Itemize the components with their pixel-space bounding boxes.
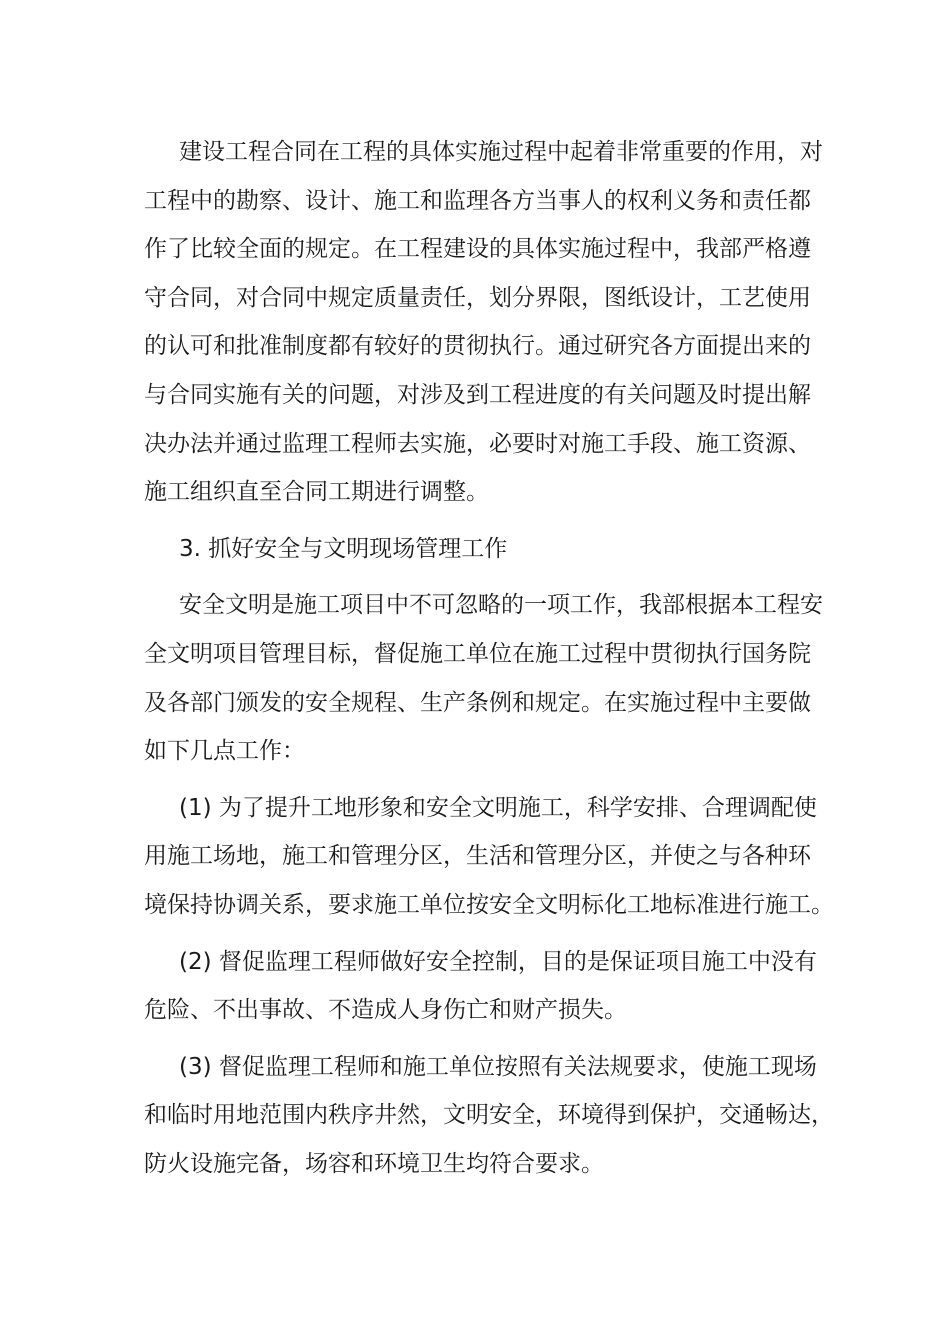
text-line: 危险、不出事故、不造成人身伤亡和财产损失。: [144, 997, 627, 1024]
text-line: 与合同实施有关的问题，对涉及到工程进度的有关问题及时提出解: [144, 381, 811, 408]
text-line: 决办法并通过监理工程师去实施，必要时对施工手段、施工资源、: [144, 430, 811, 457]
paragraph-spacer: [144, 573, 809, 581]
text-line: 安全文明是施工项目中不可忽略的一项工作，我部根据本工程安: [179, 592, 823, 619]
paragraph-contract: [144, 128, 823, 517]
text-line: 用施工场地，施工和管理分区，生活和管理分区，并使之与各种环: [144, 843, 811, 870]
text-line: (3) 督促监理工程师和施工单位按照有关法规要求，使施工现场: [179, 1053, 817, 1080]
text-line: 和临时用地范围内秩序井然，文明安全，环境得到保护，交通畅达，: [144, 1102, 834, 1129]
paragraph-spacer: [144, 776, 809, 784]
text-line: 如下几点工作：: [144, 738, 305, 765]
list-item-1: [144, 784, 834, 930]
paragraph-spacer: [144, 930, 809, 938]
paragraph-spacer: [144, 1035, 809, 1043]
list-item-2: [144, 938, 817, 1035]
text-line: 施工组织直至合同工期进行调整。: [144, 479, 489, 506]
section-heading: [144, 525, 809, 574]
document-body: [144, 128, 834, 1188]
text-line: 工程中的勘察、设计、施工和监理各方当事人的权利义务和责任都: [144, 187, 811, 214]
text-line: 境保持协调关系，要求施工单位按安全文明标化工地标准进行施工。: [144, 891, 834, 918]
text-line: (2) 督促监理工程师做好安全控制，目的是保证项目施工中没有: [179, 948, 817, 975]
text-line: (1) 为了提升工地形象和安全文明施工，科学安排、合理调配使: [179, 794, 817, 821]
paragraph-safety: [144, 581, 823, 775]
list-item-3: [144, 1043, 834, 1189]
text-line: 防火设施完备，场容和环境卫生均符合要求。: [144, 1150, 604, 1177]
text-line: 守合同，对合同中规定质量责任，划分界限，图纸设计，工艺使用: [144, 284, 811, 311]
text-line: 的认可和批准制度都有较好的贯彻执行。通过研究各方面提出来的: [144, 333, 811, 360]
text-line: 及各部门颁发的安全规程、生产条例和规定。在实施过程中主要做: [144, 689, 811, 716]
paragraph-spacer: [144, 517, 809, 525]
text-line: 建设工程合同在工程的具体实施过程中起着非常重要的作用，对: [179, 139, 823, 165]
text-line: 全文明项目管理目标，督促施工单位在施工过程中贯彻执行国务院: [144, 640, 811, 667]
text-line: 作了比较全面的规定。在工程建设的具体实施过程中，我部严格遵: [144, 236, 811, 263]
heading-3: 3. 抓好安全与文明现场管理工作: [179, 535, 508, 562]
